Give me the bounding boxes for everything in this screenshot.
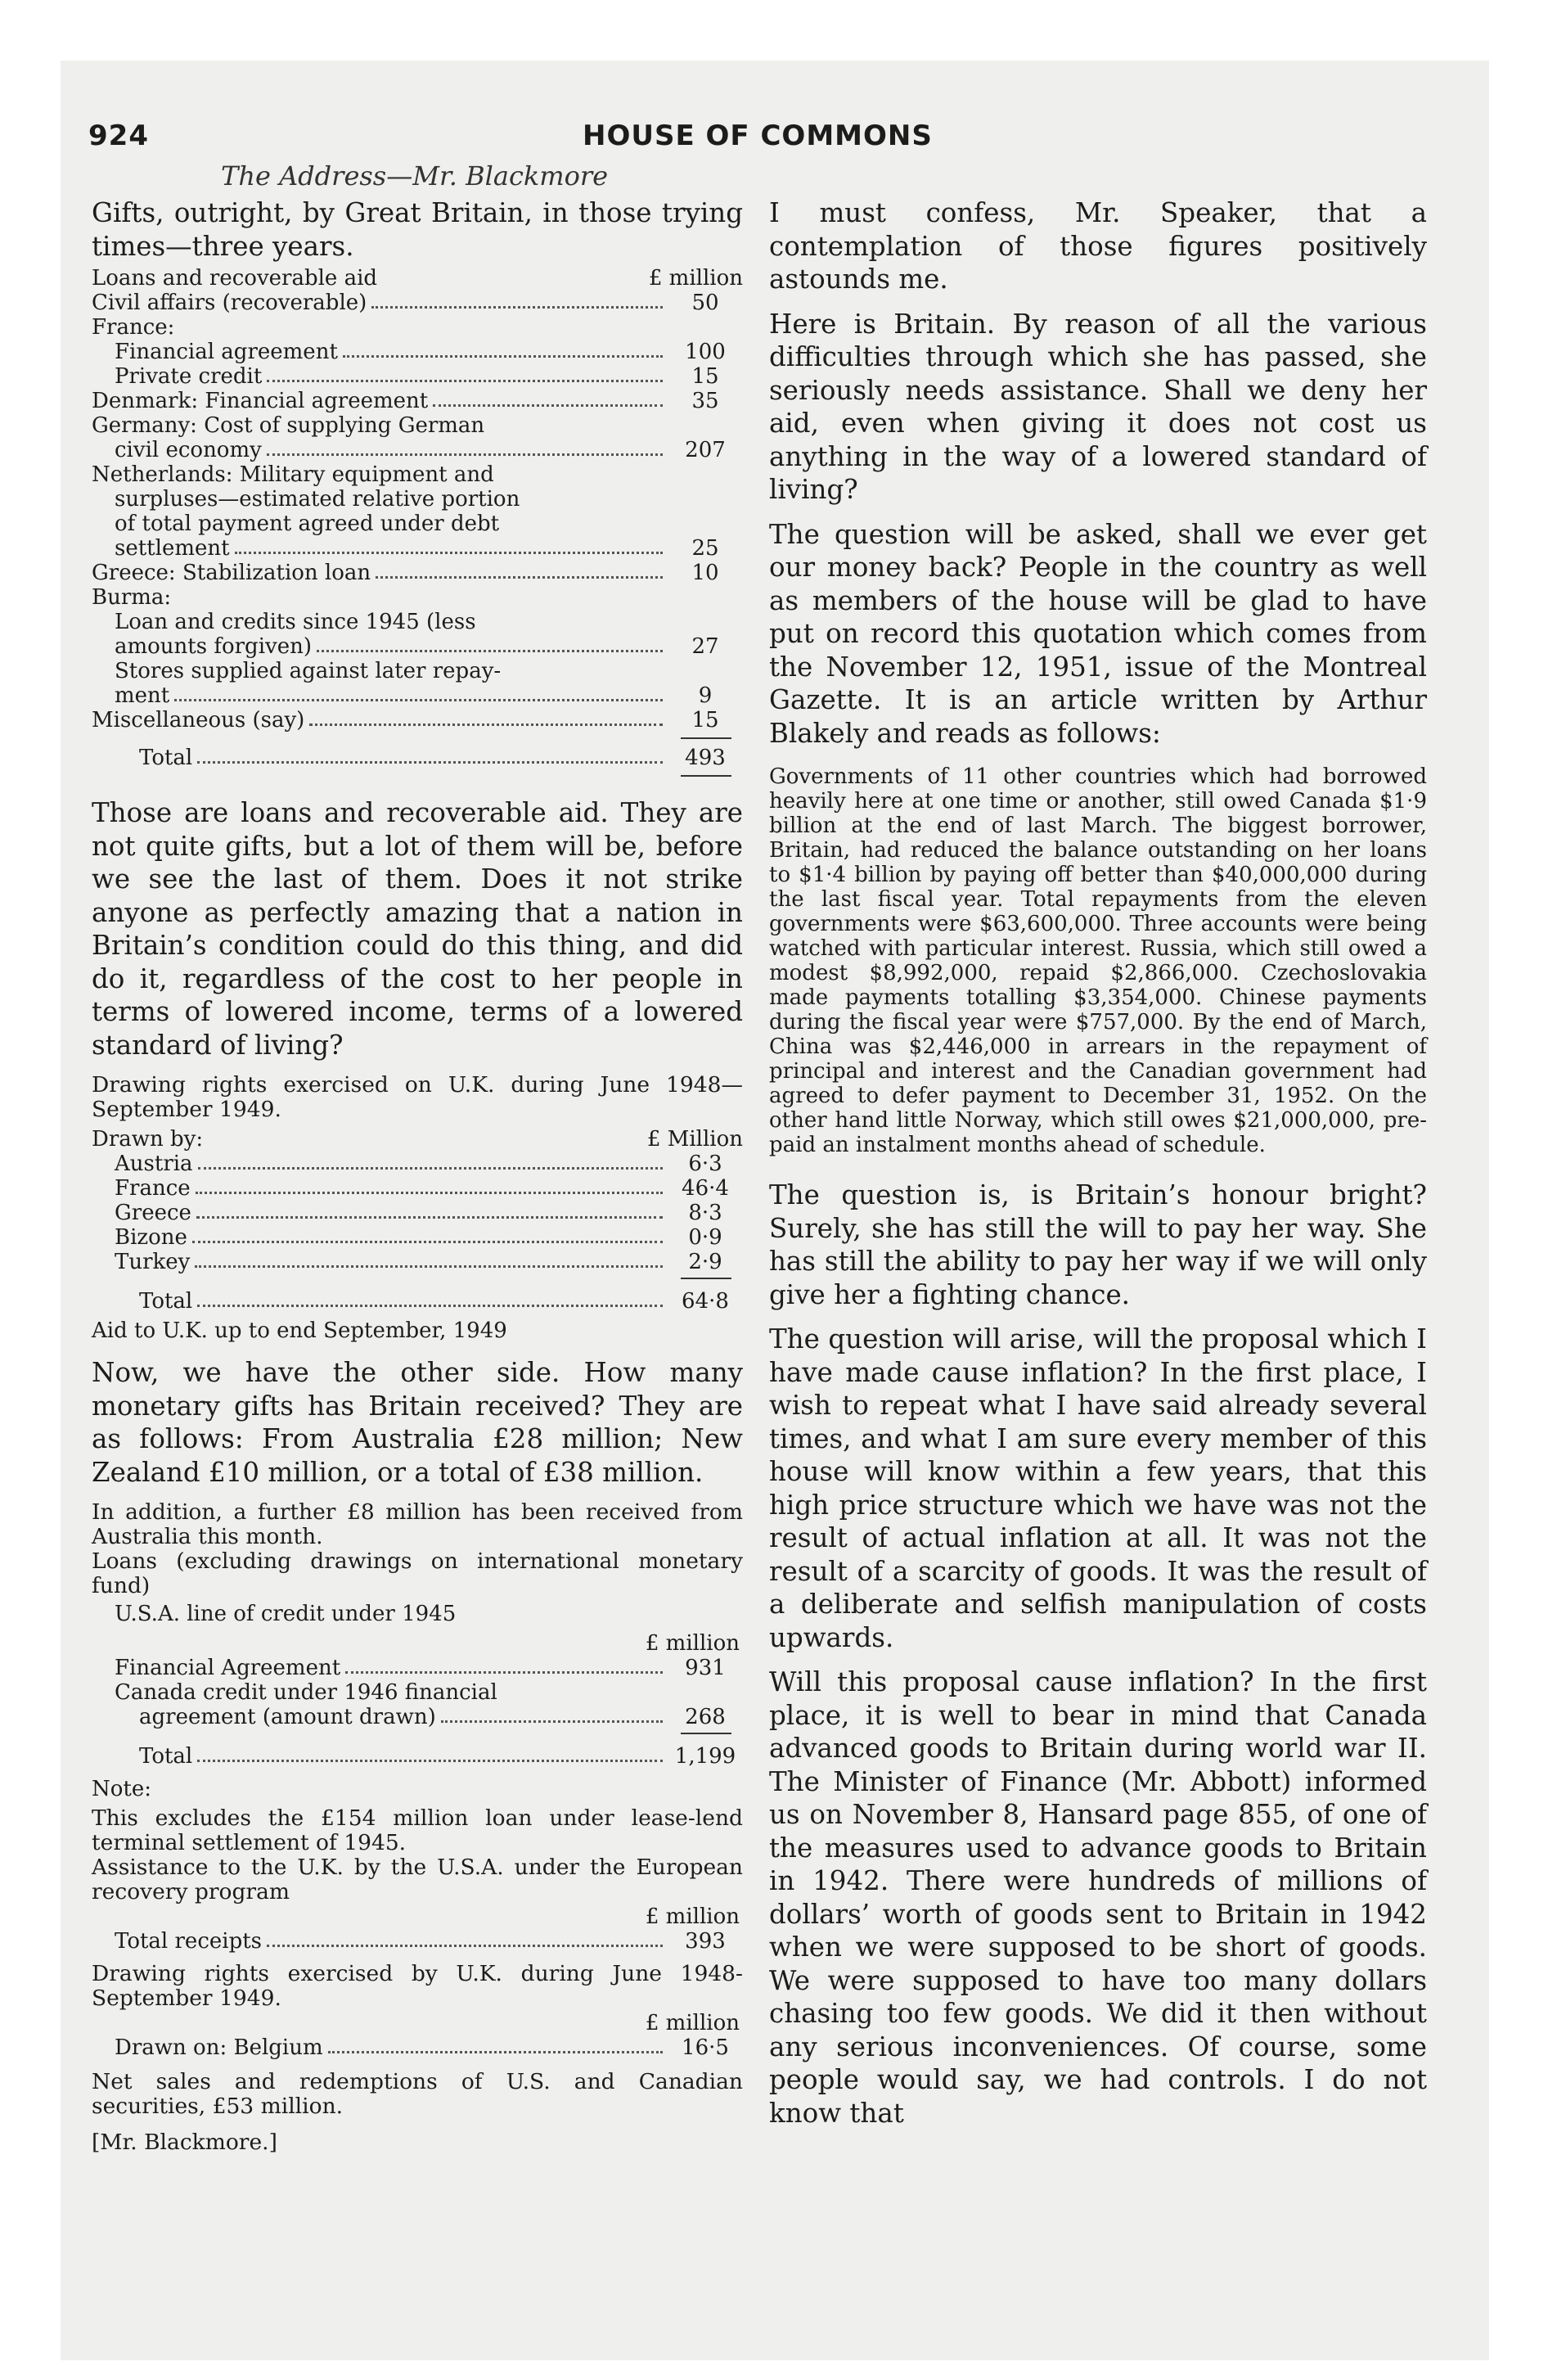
table-row: Financial agreement 100 [115,340,726,364]
table-row: Greece 8·3 [115,1201,722,1225]
table-row: Drawn on: Belgium 16·5 [115,2035,729,2060]
table-row: Stores supplied against later repay- [115,659,502,683]
usa-credit-table: U.S.A. line of credit under 1945 £ million Financial Agreement 931 Canada credit under 1946 financial agreement (amount drawn) 268 Total 1,199 [92,1602,743,1769]
paragraph: Here is Britain. By reason of all the various difficulties through which she has passed, she seriously needs assistance. Shall we deny her aid, even when giving it does not cost us anything in the way of a lowered standard of living? [769,308,1427,505]
table-row: settlement 25 [115,536,719,561]
table-caption: Aid to U.K. up to end September, 1949 [92,1318,507,1343]
loans-table [92,266,743,777]
table-row: Private credit 15 [115,364,719,389]
table-heading: Loans and recoverable aid [92,266,378,291]
paragraph: Gifts, outright, by Great Britain, in those trying times—three years. [92,197,743,262]
left-column [92,196,743,2155]
table-row: Denmark: Financial agreement 35 [92,389,719,413]
table-row: Netherlands: Military equipment and [92,462,494,487]
paragraph: Those are loans and recoverable aid. They are not quite gifts, but a lot of them will be, before we see the last of them. Does it not strike anyone as perfectly amazing that a nation in Britain’s condition could do this thing, and did do it, regardless of the cost to her people in terms of lowered income, terms of a lowered standard of living? [92,797,743,1061]
running-subheader: The Address—Mr. Blackmore [221,160,609,192]
table-row: Miscellaneous (say) 15 [92,708,719,732]
paragraph: I must confess, Mr. Speaker, that a contemplation of those figures positively astounds me. [769,197,1427,295]
table-row: Civil affairs (recoverable) 50 [92,291,719,315]
table-row: Loan and credits since 1945 (less [115,610,476,634]
table-row: amounts forgiven) 27 [115,634,719,659]
table-total-row: Total 493 [139,746,726,770]
drawing-rights-table: Drawn by: £ Million Austria 6·3 France 46·4 Greece 8·3 Bizone 0·9 Turkey 2·9 Total 64·8 Aid to U.K. up to end September, 1949 [92,1127,743,1343]
paragraph: In addition, a further £8 million has been received from Australia this month. [92,1499,743,1549]
total-rule [681,1278,731,1279]
assistance-table: £ million Total receipts 393 [92,1904,743,1954]
table-total-row: Total 1,199 [139,1744,736,1769]
table-row: Burma: [92,585,172,610]
paragraph: The question is, is Britain’s honour bright? Surely, she has still the will to pay her way. She has still the ability to pay her way if we will only give her a fighting chance. [769,1179,1427,1310]
table-caption: Drawing rights exercised by U.K. during June 1948-September 1949. [92,1961,743,2011]
right-column [769,196,1427,2130]
table-row: ment 9 [115,683,713,708]
paragraph: Loans (excluding drawings on international monetary fund) [92,1548,743,1598]
table-row: France 46·4 [115,1176,729,1201]
paragraph: Now, we have the other side. How many monetary gifts has Britain received? They are as follows: From Australia £28 million; New Zealand £10 million, or a total of £38 million. [92,1357,743,1488]
paragraph: The question will arise, will the proposal which I have made cause inflation? In the first place, I wish to repeat what I have said already several times, and what I am sure every member of this house will know within a few years, that this high price structure which we have was not the result of actual inflation at all. It was not the result of a scarcity of goods. It was the result of a deliberate and selfish manipulation of costs upwards. [769,1323,1427,1653]
running-header: HOUSE OF COMMONS [583,119,933,152]
table-row: of total payment agreed under debt [115,512,500,536]
speaker-tag: [Mr. Blackmore.] [92,2130,277,2155]
table-row: Financial Agreement 931 [115,1656,726,1680]
note-text: This excludes the £154 million loan under lease-lend terminal settlement of 1945. [92,1805,743,1855]
paragraph: The question will be asked, shall we ever get our money back? People in the country as well as members of the house will be glad to have put on record this quotation which comes from the November 12, 1951, issue of the Montreal Gazette. It is an article written by Arthur Blakely and reads as follows: [769,518,1427,749]
paragraph: Net sales and redemptions of U.S. and Canadian securities, £53 million. [92,2069,743,2119]
table-row: France: [92,315,175,340]
table-row: Turkey 2·9 [115,1250,722,1274]
table-row: civil economy 207 [115,438,726,462]
table-row: agreement (amount drawn) 268 [139,1705,726,1729]
table-row: Bizone 0·9 [115,1225,722,1250]
paragraph: Will this proposal cause inflation? In the first place, it is well to bear in mind that Canada advanced goods to Britain during world war II. The Minister of Finance (Mr. Abbott) informed us on November 8, Hansard page 855, of one of the measures used to advance goods to Britain in 1942. There were hundreds of millions of dollars’ worth of goods sent to Britain in 1942 when we were supposed to be short of goods. We were supposed to have too many dollars chasing too few goods. We did it then without any serious inconveniences. Of course, some people would say, we had controls. I do not know that [769,1666,1427,2129]
total-rule [681,775,731,777]
note-label: Note: [92,1777,151,1801]
drawing-rights-table-2: £ million Drawn on: Belgium 16·5 [92,2011,743,2060]
page-number: 924 [88,119,149,152]
table-caption: Drawing rights exercised on U.K. during June 1948—September 1949. [92,1072,743,1122]
total-rule [681,737,731,739]
table-total-row: Total 64·8 [139,1289,729,1314]
table-row: Austria 6·3 [115,1152,722,1176]
table-row: Total receipts 393 [115,1929,726,1954]
table-row: Greece: Stabilization loan 10 [92,561,719,585]
table-row: Germany: Cost of supplying German [92,413,485,438]
table-unit: £ million [648,266,743,291]
total-rule [681,1733,731,1734]
quotation: Governments of 11 other countries which had borrowed heavily here at one time or another, still owed Canada $1·9 billion at the end of last March. The biggest borrower, Britain, had reduced the balance outstanding on her loans to $1·4 billion by paying off better than $40,000,000 during the last fiscal year. Total repayments from the eleven governments were $63,600,000. Three accounts were being watched with particular interest. Russia, which still owed a modest $8,992,000, repaid $2,866,000. Czechoslovakia made payments totalling $3,354,000. Chinese payments during the fiscal year were $757,000. By the end of March, China was $2,446,000 in arrears in the repayment of principal and interest and the Canadian government had agreed to defer payment to December 31, 1952. On the other hand little Norway, which still owes $21,000,000, pre-paid an instalment months ahead of schedule. [769,764,1427,1157]
table-row: Canada credit under 1946 financial [115,1680,497,1705]
table-row: surpluses—estimated relative portion [115,487,520,512]
paragraph: Assistance to the U.K. by the U.S.A. under the European recovery program [92,1855,743,1904]
